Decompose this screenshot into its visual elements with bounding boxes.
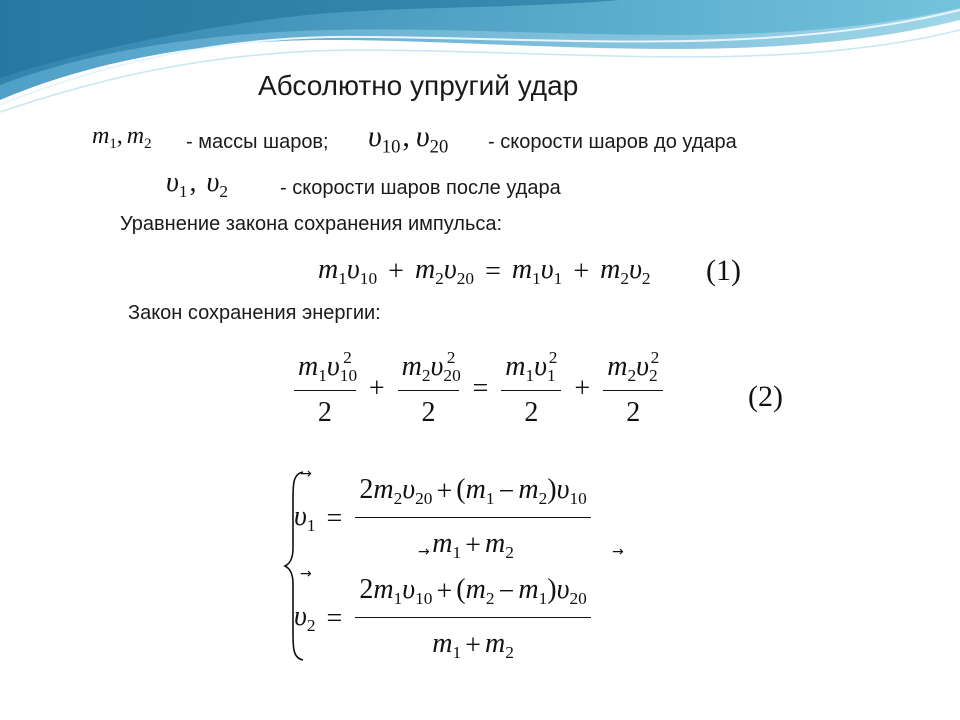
velocities-after-symbols: $\upsilon_1$, $\upsilon_2$ bbox=[166, 167, 229, 202]
header-wave-decoration bbox=[0, 0, 960, 120]
equation-number-2: (2) bbox=[748, 380, 783, 413]
masses-symbols: $m_1$, $m_2$ bbox=[92, 123, 152, 153]
vector-arrow-v10-first: → bbox=[612, 544, 624, 560]
fraction-term-1: $\frac{m_1\upsilon_{10}^2}{2}$ bbox=[294, 348, 356, 429]
vector-arrow-v2: → bbox=[300, 566, 312, 582]
energy-heading: Закон сохранения энергии: bbox=[128, 302, 381, 324]
velocities-before-symbols: $\upsilon_{10}$, $\upsilon_{20}$ bbox=[368, 120, 449, 158]
final-velocity-2-equation: $\upsilon_2$ = $\frac{2m_1\upsilon_{10} + (m_2 - m_1)\upsilon_{20}}{m_1 + m_2}$ bbox=[294, 574, 593, 663]
masses-description: - массы шаров; bbox=[186, 131, 329, 153]
final-velocity-1-equation: $\upsilon_1$ = $\frac{2m_2\upsilon_{20} + (m_1 - m_2)\upsilon_{10}}{m_1 + m_2}$ bbox=[294, 474, 593, 563]
fraction-term-4: $\frac{m_2\upsilon_2^2}{2}$ bbox=[603, 348, 663, 429]
vector-arrow-v20-first: → bbox=[418, 544, 430, 560]
velocities-after-description: - скорости шаров после удара bbox=[280, 177, 561, 199]
fraction-term-3: $\frac{m_1\upsilon_1^2}{2}$ bbox=[501, 348, 561, 429]
vector-arrow-v1: → bbox=[300, 466, 312, 482]
velocities-before-description: - скорости шаров до удара bbox=[488, 131, 737, 153]
fraction-v2: $\frac{2m_1\upsilon_{10} + (m_2 - m_1)\upsilon_{20}}{m_1 + m_2}$ bbox=[355, 574, 590, 663]
momentum-equation: $m_1\upsilon_{10} + m_2\upsilon_{20} = m_1\upsilon_1 + m_2\upsilon_2$ bbox=[318, 254, 651, 289]
fraction-term-2: $\frac{m_2\upsilon_{20}^2}{2}$ bbox=[398, 348, 460, 429]
energy-equation: $\frac{m_1\upsilon_{10}^2}{2}$ + $\frac{m_2\upsilon_{20}^2}{2}$ = $\frac{m_1\upsilon_1^2}{2}$ + $\frac{m_2\upsilon_2^2}{2}$ bbox=[292, 348, 665, 429]
page-title: Абсолютно упругий удар bbox=[258, 70, 579, 101]
equation-number-1: (1) bbox=[706, 254, 741, 287]
momentum-heading: Уравнение закона сохранения импульса: bbox=[120, 213, 503, 235]
fraction-v1: $\frac{2m_2\upsilon_{20} + (m_1 - m_2)\upsilon_{10}}{m_1 + m_2}$ bbox=[355, 474, 590, 563]
